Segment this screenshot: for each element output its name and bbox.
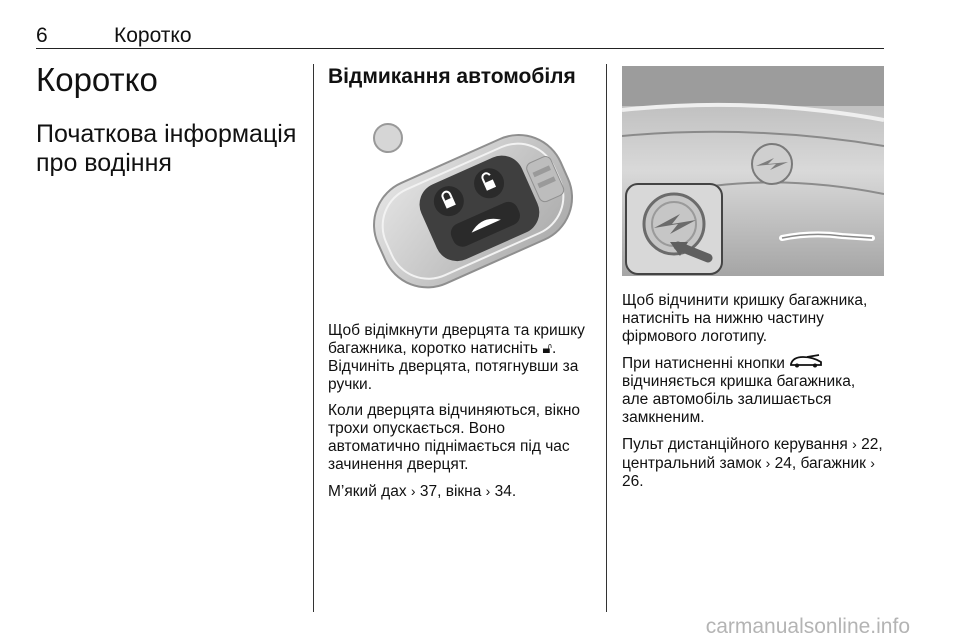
text: .: [511, 483, 517, 500]
page-reference[interactable]: 26: [622, 473, 640, 490]
page-reference[interactable]: 37: [419, 483, 438, 500]
text: відчиняється кришка багажника, але автомобіль залишається замкненим.: [622, 373, 856, 426]
paragraph: [328, 322, 596, 394]
page-number: 6: [36, 24, 48, 47]
text: При натисненні кнопки: [622, 355, 790, 372]
paragraph: [622, 354, 884, 427]
left-column: [36, 60, 306, 178]
text: , вікна: [437, 483, 486, 500]
trunk-lid-illustration: [622, 66, 884, 276]
text: , центральний замок: [622, 436, 883, 472]
page-header: [36, 14, 884, 49]
middle-column-text: [328, 322, 596, 509]
text: , багажник: [791, 455, 871, 472]
unlock-icon: 🔓︎: [542, 340, 553, 357]
cross-reference-arrow-icon: ›: [852, 436, 857, 452]
column-divider: [606, 64, 607, 612]
page-reference[interactable]: 34: [494, 483, 512, 500]
paragraph: Щоб відчинити кришку багажника, натисніть на нижню частину фірмового логотипу.: [622, 292, 868, 345]
paragraph: [328, 482, 596, 501]
column-divider: [313, 64, 314, 612]
text: М’який дах: [328, 483, 411, 500]
middle-column: [328, 64, 596, 90]
watermark: carmanualsonline.info: [705, 615, 910, 638]
right-column-text: [622, 292, 884, 499]
header-title: Коротко: [114, 24, 192, 47]
page-reference[interactable]: 22: [861, 436, 879, 453]
cross-reference-arrow-icon: ›: [410, 483, 416, 499]
car-trunk-icon: [789, 355, 823, 372]
paragraph: [622, 435, 884, 491]
text: Щоб відімкнути дверцята та кришку багажника, коротко натисніть: [328, 322, 585, 357]
key-fob-illustration: [348, 104, 596, 304]
paragraph: Коли дверцята відчиняються, вікно трохи опускається. Воно автоматично піднімається під час зачинення дверцят.: [328, 402, 581, 473]
chapter-title: Коротко: [36, 61, 158, 98]
text: Пульт дистанційного керування: [622, 436, 853, 453]
cross-reference-arrow-icon: ›: [485, 483, 491, 499]
section-heading: Відмикання автомобіля: [328, 65, 576, 88]
text: .: [639, 473, 644, 490]
text: . Відчиніть дверцята, потягнувши за ручки.: [328, 340, 579, 393]
cross-reference-arrow-icon: ›: [765, 455, 771, 471]
page-reference[interactable]: 24: [774, 455, 792, 472]
cross-reference-arrow-icon: ›: [870, 455, 875, 471]
section-title: Початкова інформація про водіння: [36, 120, 297, 177]
